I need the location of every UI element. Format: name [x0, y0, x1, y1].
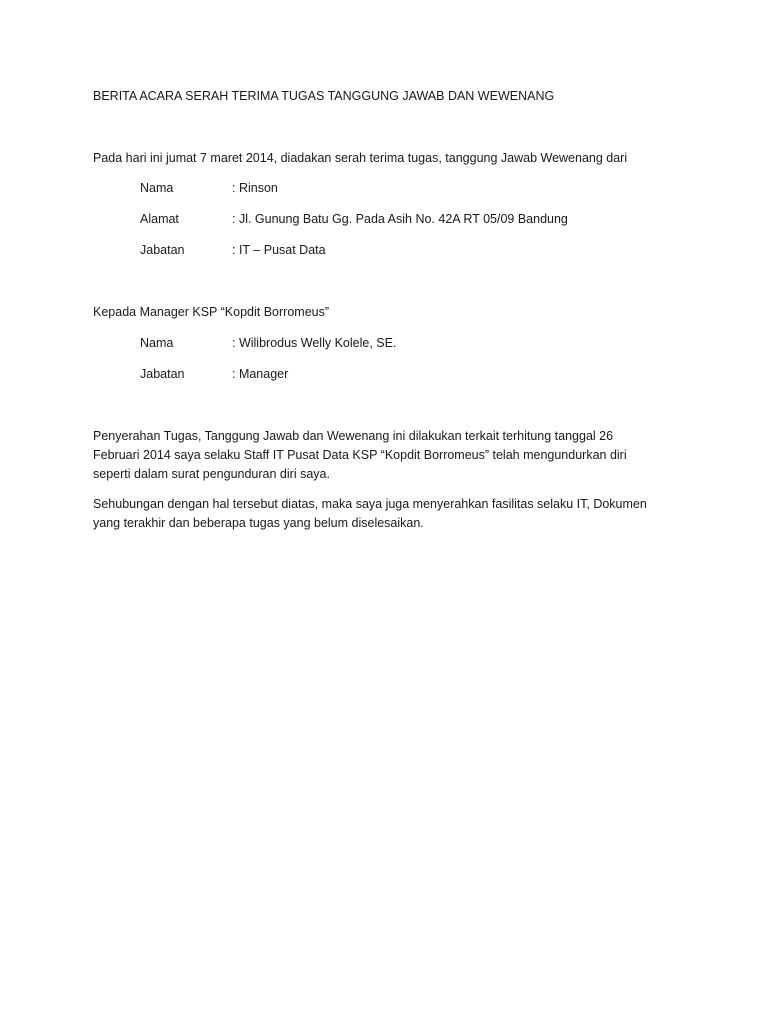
recipient-line: Kepada Manager KSP “Kopdit Borromeus”	[93, 305, 330, 319]
from-address-value: : Jl. Gunung Batu Gg. Pada Asih No. 42A RT 05/09 Bandung	[232, 212, 568, 226]
to-position-label: Jabatan	[140, 367, 185, 381]
paragraph-line: Penyerahan Tugas, Tanggung Jawab dan Wewenang ini dilakukan terkait terhitung tanggal 26	[93, 429, 614, 443]
from-address-label: Alamat	[140, 212, 179, 226]
from-name-value: : Rinson	[232, 181, 278, 195]
from-position-label: Jabatan	[140, 243, 185, 257]
paragraph-line: Februari 2014 saya selaku Staff IT Pusat Data KSP “Kopdit Borromeus” telah mengundurkan diri	[93, 448, 627, 462]
paragraph-line: yang terakhir dan beberapa tugas yang belum diselesaikan.	[93, 516, 424, 530]
to-name-value: : Wilibrodus Welly Kolele, SE.	[232, 336, 397, 350]
to-name-label: Nama	[140, 336, 174, 350]
from-name-label: Nama	[140, 181, 174, 195]
paragraph-line: seperti dalam surat pengunduran diri saya.	[93, 467, 330, 481]
to-position-value: : Manager	[232, 367, 289, 381]
from-position-value: : IT – Pusat Data	[232, 243, 326, 257]
document-title: BERITA ACARA SERAH TERIMA TUGAS TANGGUNG JAWAB DAN WEWENANG	[93, 89, 555, 103]
facilities-paragraph	[93, 495, 673, 533]
intro-text: Pada hari ini jumat 7 maret 2014, diadakan serah terima tugas, tanggung Jawab Wewenang dari	[93, 151, 628, 165]
paragraph-line: Sehubungan dengan hal tersebut diatas, maka saya juga menyerahkan fasilitas selaku IT, Dokumen	[93, 497, 647, 511]
handover-paragraph	[93, 427, 673, 484]
